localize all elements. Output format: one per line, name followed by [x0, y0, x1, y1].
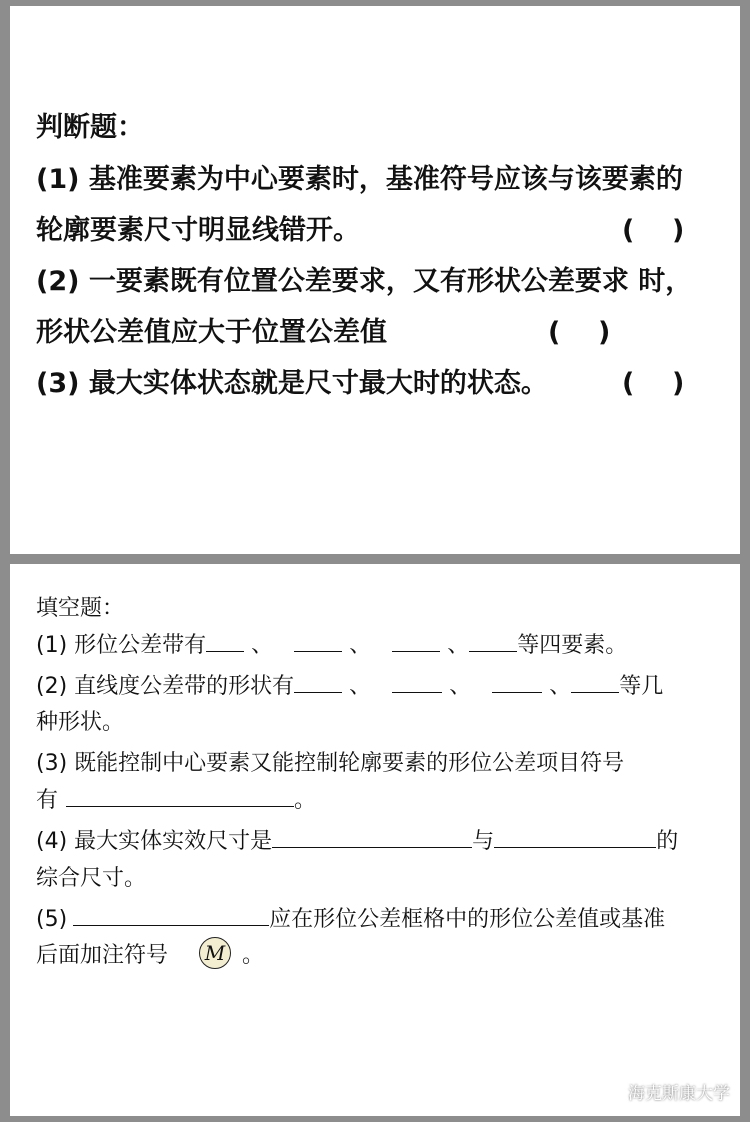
blank[interactable] — [294, 668, 342, 693]
question-3-line-1: (3) 最大实体状态就是尺寸最大时的状态。 — [36, 368, 548, 399]
fill-4-end: 的 — [656, 829, 679, 854]
separator: 、 — [449, 674, 472, 699]
fill-5-line-1 — [36, 901, 665, 938]
separator: 、 — [349, 674, 372, 699]
watermark-text: 海克斯康大学 — [628, 1084, 730, 1104]
fill-4-line-1 — [36, 823, 678, 860]
section-title: 填空题： — [36, 596, 125, 621]
blank[interactable] — [272, 823, 472, 848]
blank[interactable] — [392, 627, 440, 652]
blank[interactable] — [392, 668, 442, 693]
fill-4-text: (4) 最大实体实效尺寸是 — [36, 829, 273, 854]
answer-paren-2: ( ) — [548, 317, 611, 348]
section-title: 判断题： — [36, 112, 144, 143]
fill-3-end: 。 — [294, 788, 317, 813]
fill-1-text: (1) 形位公差带有 — [36, 633, 207, 658]
blank[interactable] — [66, 782, 294, 807]
fill-3-text: 有 — [36, 788, 59, 813]
blank[interactable] — [469, 627, 517, 652]
fill-2 — [36, 668, 663, 705]
fill-2-line-2: 种形状。 — [36, 710, 125, 735]
wechat-icon — [600, 1083, 622, 1101]
true-false-slide — [10, 6, 740, 554]
answer-paren-3: ( ) — [622, 368, 685, 399]
question-1-line-1: (1) 基准要素为中心要素时，基准符号应该与该要素的 — [36, 164, 683, 195]
fill-4-mid: 与 — [472, 829, 495, 854]
question-1-line-2: 轮廓要素尺寸明显线错开。 — [36, 215, 360, 246]
watermark — [600, 1079, 730, 1104]
fill-2-text: (2) 直线度公差带的形状有 — [36, 674, 295, 699]
separator: 、 — [349, 633, 372, 658]
mmc-symbol: M — [199, 937, 231, 969]
blank[interactable] — [571, 668, 619, 693]
fill-2-end: 等几 — [619, 674, 664, 699]
question-2-line-2: 形状公差值应大于位置公差值 — [36, 317, 387, 348]
separator: 、 — [447, 633, 470, 658]
blank[interactable] — [492, 668, 542, 693]
fill-5-line-2: 后面加注符号 — [36, 943, 169, 968]
fill-3-line-2 — [36, 782, 316, 819]
fill-blank-slide — [10, 564, 740, 1116]
fill-5-text: (5) — [36, 907, 68, 932]
blank[interactable] — [206, 627, 244, 652]
fill-5-end: 应在形位公差框格中的形位公差值或基准 — [269, 907, 666, 932]
fill-1 — [36, 627, 627, 664]
fill-1-end: 等四要素。 — [517, 633, 628, 658]
fill-5-period: 。 — [242, 943, 265, 968]
separator: 、 — [251, 633, 274, 658]
blank[interactable] — [494, 823, 656, 848]
fill-3-line-1: (3) 既能控制中心要素又能控制轮廓要素的形位公差项目符号 — [36, 751, 625, 776]
blank[interactable] — [73, 901, 269, 926]
blank[interactable] — [294, 627, 342, 652]
answer-paren-1: ( ) — [622, 215, 685, 246]
separator: 、 — [549, 674, 572, 699]
fill-4-line-2: 综合尺寸。 — [36, 866, 147, 891]
question-2-line-1: (2) 一要素既有位置公差要求，又有形状公差要求 时， — [36, 266, 693, 297]
